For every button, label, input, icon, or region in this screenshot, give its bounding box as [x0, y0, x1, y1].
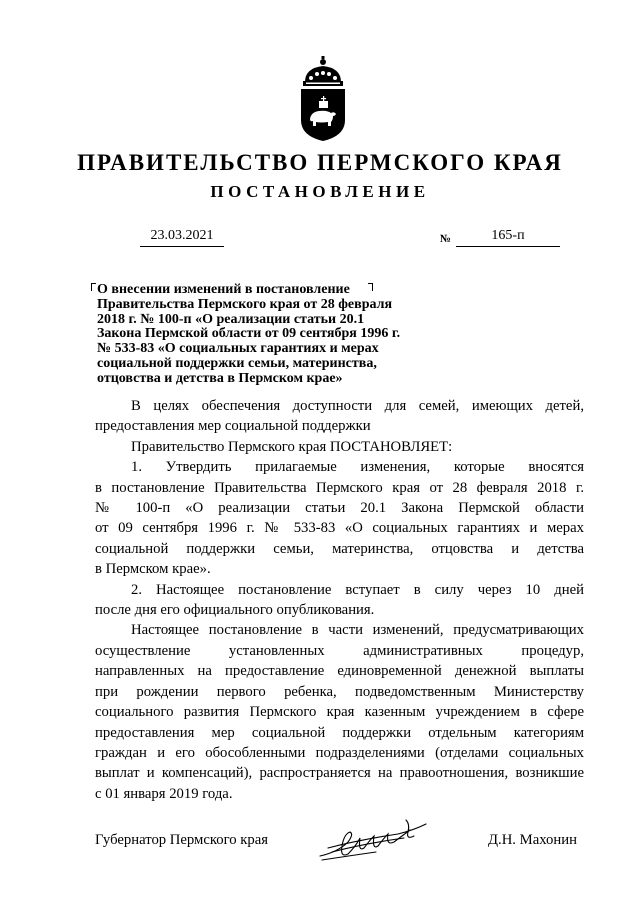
document-date: 23.03.2021: [140, 228, 224, 247]
body-line: 1. Утвердить прилагаемые изменения, которые вносятся: [131, 459, 584, 476]
body-line: 2. Настоящее постановление вступает в силу через 10 дней: [131, 581, 584, 598]
body-line: предоставления мер социальной поддержки отдельным категориям: [95, 724, 584, 741]
body-line: В целях обеспечения доступности для семей, имеющих детей,: [131, 398, 584, 414]
body-line: социальной поддержки семьи, материнства, отцовства и детства: [95, 540, 584, 557]
body-line: выплат и компенсаций), распространяется на правоотношения, возникшие: [95, 765, 584, 782]
document-subject: [97, 283, 437, 387]
subject-line: № 533-83 «О социальных гарантиях и мерах: [97, 341, 379, 357]
body-line: в Пермском крае».: [95, 561, 211, 578]
document-number: 165-п: [456, 228, 560, 247]
body-line: в постановление Правительства Пермского края от 28 февраля 2018 г.: [95, 479, 584, 496]
subject-bracket-left: [91, 283, 96, 291]
subject-line: Закона Пермской области от 09 сентября 1996 г.: [97, 326, 401, 342]
body-line: осуществление установленных административных процедур,: [95, 642, 584, 659]
body-line: после дня его официального опубликования.: [95, 602, 375, 619]
body-line: от 09 сентября 1996 г. № 533-83 «О социальных гарантиях и мерах: [95, 520, 584, 537]
document-body: [95, 396, 584, 804]
coat-of-arms-icon: [297, 56, 349, 142]
body-line: социального развития Пермского края казенным учреждением в сфере: [95, 704, 584, 721]
body-line: Правительство Пермского края ПОСТАНОВЛЯЕТ:: [131, 438, 453, 455]
subject-line: О внесении изменений в постановление: [97, 282, 350, 297]
signatory-position: Губернатор Пермского края: [95, 832, 269, 848]
body-line: направленных на предоставление единовременной денежной выплаты: [95, 663, 584, 680]
subject-line: Правительства Пермского края от 28 февраля: [97, 296, 393, 312]
body-line: при рождении первого ребенка, подведомственным Министерству: [95, 683, 584, 700]
signature-image: [318, 812, 430, 864]
body-line: № 100-п «О реализации статьи 20.1 Закона Пермской области: [95, 500, 584, 517]
number-sign: №: [440, 233, 452, 245]
government-title: ПРАВИТЕЛЬСТВО ПЕРМСКОГО КРАЯ: [77, 150, 563, 175]
subject-line: 2018 г. № 100-п «О реализации статьи 20.1: [97, 311, 365, 327]
subject-line: социальной поддержки семьи, материнства,: [97, 355, 377, 371]
body-line: предоставления мер социальной поддержки: [95, 418, 371, 435]
body-line: Настоящее постановление в части изменений, предусматривающих: [131, 622, 584, 639]
subject-line: отцовства и детства в Пермском крае»: [97, 370, 343, 386]
document-type: ПОСТАНОВЛЕНИЕ: [210, 182, 430, 201]
body-line: граждан и его обособленными подразделениями (отделами социальных: [95, 744, 584, 761]
signatory-name: Д.Н. Махонин: [488, 832, 577, 848]
body-line: с 01 января 2019 года.: [95, 785, 233, 802]
